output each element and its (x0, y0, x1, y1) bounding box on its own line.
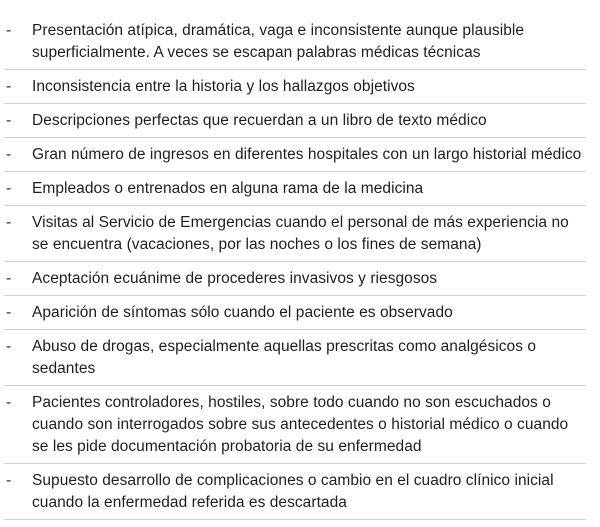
list-item (4, 464, 586, 520)
list-item-text: Empleados o entrenados en alguna rama de la medicina (32, 180, 424, 197)
list-item (4, 172, 586, 206)
list-item-text: Inconsistencia entre la historia y los hallazgos objetivos (32, 78, 415, 95)
list-item (4, 70, 586, 104)
bullet-dash: - (6, 472, 12, 489)
list-item (4, 14, 586, 70)
bullet-dash: - (6, 146, 12, 163)
list-item-text: Descripciones perfectas que recuerdan a un libro de texto médico (32, 112, 487, 129)
list-item (4, 138, 586, 172)
list-item (4, 262, 586, 296)
bullet-dash: - (6, 180, 12, 197)
list-item-text: Pacientes controladores, hostiles, sobre todo cuando no son escuchados o cuando son interrogados sobre sus antecedentes o historial médico o cuando se les pide documentación probatoria de su enfermedad (32, 394, 569, 455)
list-item-text: Supuesto desarrollo de complicaciones o cambio en el cuadro clínico inicial cuando la enfermedad referida es descartada (32, 472, 554, 511)
list-item-text: Presentación atípica, dramática, vaga e inconsistente aunque plausible superficialmente. A veces se escapan palabras médicas técnicas (32, 22, 525, 61)
list-item-text: Gran número de ingresos en diferentes hospitales con un largo historial médico (32, 146, 582, 163)
list-item-text: Visitas al Servicio de Emergencias cuando el personal de más experiencia no se encuentra (vacaciones, por las noches o los fines de semana) (32, 214, 569, 253)
criteria-list (4, 14, 586, 520)
bullet-dash: - (6, 304, 12, 321)
bullet-dash: - (6, 78, 12, 95)
bullet-dash: - (6, 338, 12, 355)
bullet-dash: - (6, 394, 12, 411)
bullet-dash: - (6, 270, 12, 287)
list-item (4, 296, 586, 330)
list-item (4, 104, 586, 138)
list-item-text: Aceptación ecuánime de procederes invasivos y riesgosos (32, 270, 438, 287)
list-item (4, 330, 586, 386)
list-item (4, 386, 586, 464)
bullet-dash: - (6, 214, 12, 231)
list-item-text: Aparición de síntomas sólo cuando el paciente es observado (32, 304, 453, 321)
bullet-dash: - (6, 112, 12, 129)
list-item-text: Abuso de drogas, especialmente aquellas prescritas como analgésicos o sedantes (32, 338, 537, 377)
bullet-dash: - (6, 22, 12, 39)
list-item (4, 206, 586, 262)
